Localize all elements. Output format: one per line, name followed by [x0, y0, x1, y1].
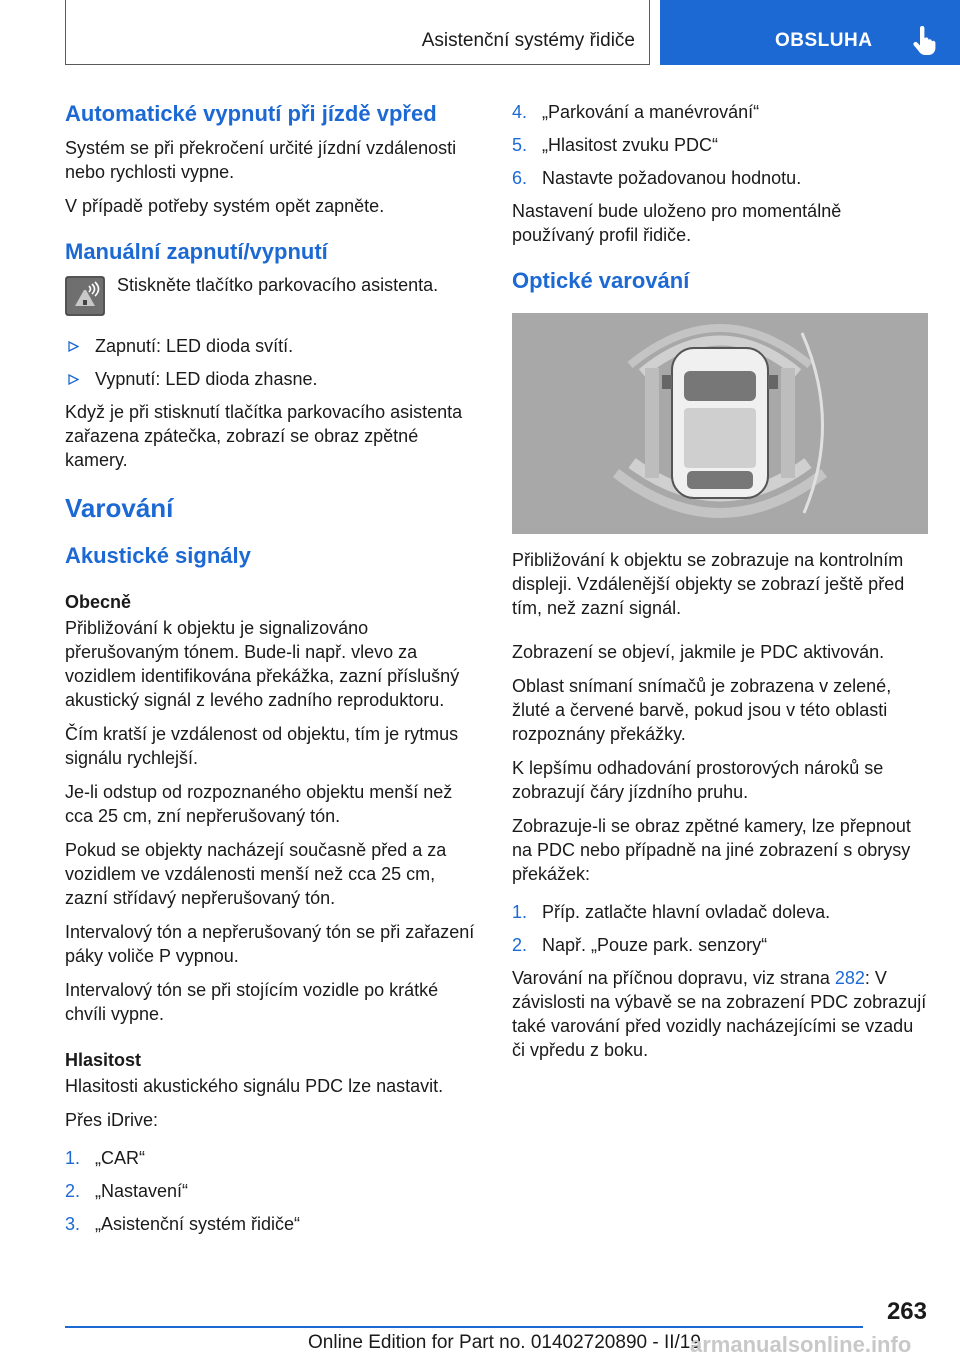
pdc-display-figure: [512, 313, 928, 534]
step-text: Příp. zatlačte hlavní ovladač doleva.: [542, 902, 831, 922]
page-link-282[interactable]: 282: [834, 968, 865, 988]
paragraph: Hlasitosti akustického signálu PDC lze nastavit.: [65, 1076, 444, 1096]
triangle-bullet-icon: [65, 334, 95, 358]
paragraph: Přibližování k objektu je signalizováno přerušovaným tónem. Bude-li např. vlevo za vozidlem identifikována překážka, zazní příslušný akustický signál z levého zadního reproduktoru.: [65, 618, 460, 710]
paragraph: Systém se při překročení určité jízdní vzdálenosti nebo rychlosti vypne.: [65, 138, 457, 182]
parking-assistant-button-icon: [65, 276, 105, 316]
heading-acoustic: Akustické signály: [65, 543, 251, 568]
page-number: 263: [886, 1298, 927, 1325]
cross-text-before: Varování na příčnou dopravu, viz strana: [512, 968, 835, 988]
heading-warning: Varování: [65, 493, 174, 523]
paragraph: Intervalový tón a nepřerušovaný tón se při zařazení páky voliče P vypnou.: [65, 922, 475, 966]
header-section-box: [65, 0, 650, 65]
paragraph: Přes iDrive:: [65, 1110, 159, 1130]
paragraph: V případě potřeby systém opět zapněte.: [65, 196, 385, 216]
step-text: „CAR“: [95, 1148, 145, 1168]
paragraph: Pokud se objekty nacházejí současně před a za vozidlem ve vzdálenosti menší než cca 25 cm, zazní střídavý nepřerušovaný tón.: [65, 840, 447, 908]
paragraph: Intervalový tón se při stojícím vozidle po krátké chvíli vypne.: [65, 980, 439, 1024]
step-number: 1.: [65, 1148, 81, 1168]
header-section-title: Asistenční systémy řidiče: [421, 30, 635, 51]
page-header: [0, 0, 960, 66]
step-item: [512, 166, 927, 190]
step-text: Např. „Pouze park. senzory“: [542, 935, 768, 955]
paragraph: Je-li odstup od rozpoznaného objektu menší než cca 25 cm, zní nepřerušovaný tón.: [65, 782, 453, 826]
header-tab-label: OBSLUHA: [775, 30, 873, 51]
step-number: 3.: [65, 1214, 81, 1234]
paragraph: Když je při stisknutí tlačítka parkovacího asistenta zařazena zpátečka, zobrazí se obraz zpětné kamery.: [65, 402, 463, 470]
step-item: [512, 933, 927, 957]
step-text: „Asistenční systém řidiče“: [95, 1214, 301, 1234]
step-text: „Parkování a manévrování“: [542, 102, 760, 122]
heading-volume: Hlasitost: [65, 1050, 142, 1070]
step-number: 5.: [512, 135, 528, 155]
step-item: [65, 1146, 480, 1170]
list-item: [65, 334, 480, 358]
heading-manual: Manuální zapnutí/vypnutí: [65, 239, 328, 264]
step-number: 2.: [512, 935, 528, 955]
paragraph: Přibližování k objektu se zobrazuje na kontrolním displeji. Vzdálenější objekty se zobrazí ještě před tím, než zazní signál.: [512, 550, 905, 618]
button-instruction: Stiskněte tlačítko parkovacího asistenta.: [117, 275, 439, 295]
step-number: 6.: [512, 168, 528, 188]
step-number: 1.: [512, 902, 528, 922]
paragraph-cross-traffic: [512, 966, 927, 1062]
step-text: „Hlasitost zvuku PDC“: [542, 135, 719, 155]
cross-text-after: : V závislosti na výbavě se na zobrazení PDC zobrazují také varování před vozidly nacházejícími se vzadu či vpředu z boku.: [512, 968, 927, 1060]
heading-auto-off: Automatické vypnutí při jízdě vpřed: [65, 101, 437, 126]
step-item: [512, 133, 927, 157]
heading-optical: Optické varování: [512, 268, 690, 293]
header-tab-obsluha[interactable]: [660, 0, 960, 65]
bullet-text: Vypnutí: LED dioda zhasne.: [95, 369, 318, 389]
pdc-car-illustration: [512, 313, 928, 534]
paragraph: Oblast snímaní snímačů je zobrazena v zelené, žluté a červené barvě, pokud jsou v této oblasti rozpoznány překážky.: [512, 676, 892, 744]
paragraph: Nastavení bude uloženo pro momentálně používaný profil řidiče.: [512, 201, 842, 245]
pdc-button-row: [65, 274, 480, 316]
bullet-text: Zapnutí: LED dioda svítí.: [95, 336, 294, 356]
step-number: 2.: [65, 1181, 81, 1201]
step-text: Nastavte požadovanou hodnotu.: [542, 168, 802, 188]
paragraph: K lepšímu odhadování prostorových nároků se zobrazují čáry jízdního pruhu.: [512, 758, 884, 802]
paragraph: Čím kratší je vzdálenost od objektu, tím je rytmus signálu rychlejší.: [65, 724, 459, 768]
paragraph: Zobrazení se objeví, jakmile je PDC aktivován.: [512, 642, 885, 662]
step-item: [512, 100, 927, 124]
step-item: [65, 1179, 480, 1203]
footer-divider: [65, 1326, 863, 1328]
left-column: [65, 100, 480, 1245]
step-text: „Nastavení“: [95, 1181, 189, 1201]
paragraph: Zobrazuje-li se obraz zpětné kamery, lze přepnout na PDC nebo případně na jiné zobrazení s obrysy překážek:: [512, 816, 911, 884]
right-column: [512, 100, 927, 1072]
watermark: armanualsonline.info: [690, 1332, 912, 1357]
list-item: [65, 367, 480, 391]
heading-general: Obecně: [65, 592, 132, 612]
hand-pointer-icon: [912, 26, 938, 56]
step-item: [512, 900, 927, 924]
triangle-bullet-icon: [65, 367, 95, 391]
step-number: 4.: [512, 102, 528, 122]
step-item: [65, 1212, 480, 1236]
footer-edition: Online Edition for Part no. 01402720890 - II/19: [308, 1332, 701, 1353]
